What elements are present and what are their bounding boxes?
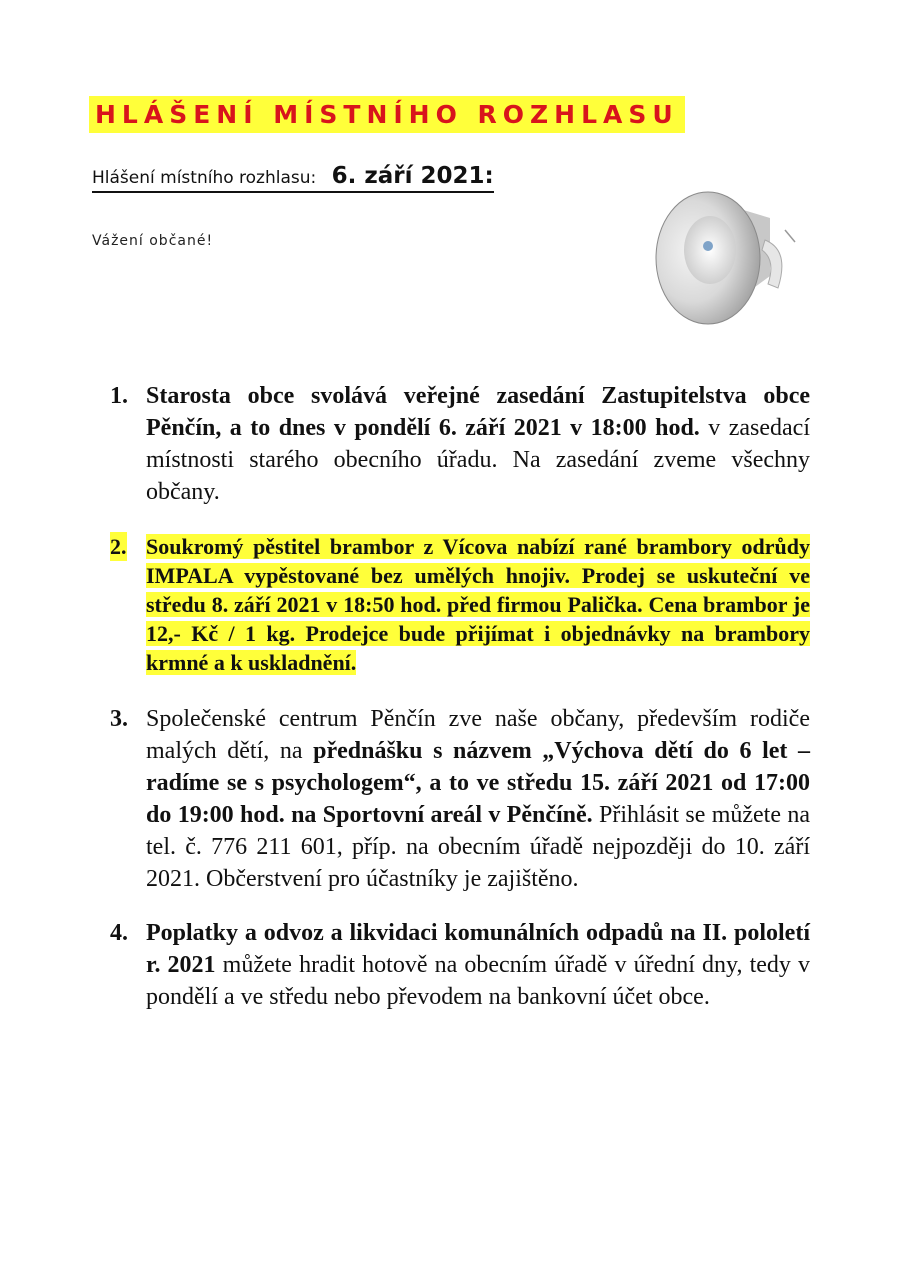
item-text: Společenské centrum Pěnčín zve naše občany, především rodiče malých dětí, na [146, 706, 810, 764]
item-number: 2. [110, 534, 127, 559]
item-bold-text: Starosta obce svolává veřejné zasedání Zastupitelstva obce Pěnčín, a to dnes v pondělí 6. září 2021 v 18:00 hod. [146, 383, 810, 441]
announcement-date-line [92, 163, 494, 193]
item-bold-text: Poplatky a odvoz a likvidaci komunálních odpadů na II. pololetí r. 2021 [146, 920, 810, 978]
loudspeaker-icon [650, 180, 810, 330]
item-text: můžete hradit hotově na obecním úřadě v úřední dny, tedy v pondělí a ve středu nebo převodem na bankovní účet obce. [146, 952, 810, 1010]
item-text: v zasedací místnosti starého obecního úřadu. Na zasedání zveme všechny občany. [146, 415, 810, 505]
item-bold-text: přednášku s názvem „Výchova dětí do 6 let – radíme se s psychologem“, a to ve středu 15. září 2021 od 17:00 do 19:00 hod. na Sportovní areál v Pěnčíně. [146, 738, 810, 828]
item-highlighted-text: Soukromý pěstitel brambor z Vícova nabízí rané brambory odrůdy IMPALA vypěstované bez umělých hnojiv. Prodej se uskuteční ve středu 8. září 2021 v 18:50 hod. před firmou Palička. Cena brambor je 12,- Kč / 1 kg. Prodejce bude přijímat i objednávky na brambory krmné a k uskladnění. [146, 534, 810, 675]
item-number: 4. [110, 920, 128, 946]
announcement-date: 6. září 2021: [331, 163, 494, 189]
list-item [110, 380, 810, 508]
list-item [110, 532, 810, 677]
list-item [110, 917, 810, 1013]
page-title: HLÁŠENÍ MÍSTNÍHO ROZHLASU [89, 96, 685, 133]
announcement-list [110, 380, 810, 1013]
subtitle-label: Hlášení místního rozhlasu: [92, 168, 317, 188]
greeting: Vážení občané! [92, 233, 214, 249]
list-item [110, 703, 810, 895]
item-number: 3. [110, 706, 128, 732]
item-text: Přihlásit se můžete na tel. č. 776 211 601, příp. na obecním úřadě nejpozději do 10. září 2021. Občerstvení pro účastníky je zajištěno. [146, 802, 810, 892]
item-number: 1. [110, 383, 128, 409]
